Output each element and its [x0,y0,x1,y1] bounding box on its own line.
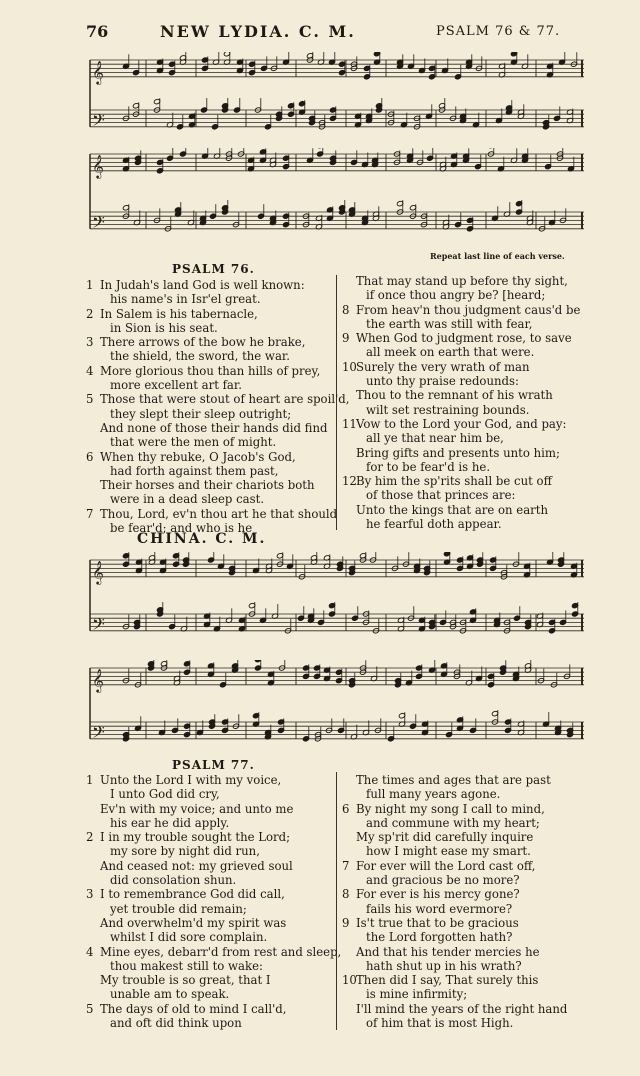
verse-number: 5 [86,392,94,407]
verse-number: 2 [86,830,94,845]
stanza [86,830,336,887]
verse-line: 5 The days of old to mind I call'd, [86,1001,287,1016]
psalm-77-right-column [342,773,592,1030]
verse-line: of those that princes are: [366,488,516,503]
verse-line: all ye that near him be, [366,431,504,446]
verse-number: 2 [86,306,94,321]
verse-line: 9 Is't true that to be gracious [342,915,519,930]
verse-line: 3 I to remembrance God did call, [86,887,285,902]
verse-line: That may stand up before thy sight, [356,274,568,288]
stanza [342,916,592,973]
verse-line: how I might ease my smart. [366,844,531,859]
stanza [86,307,336,336]
verse-line: and commune with my heart; [366,815,540,830]
verse-line: that were the men of might. [110,435,277,450]
verse-line: And overwhelm'd my spirit was [100,915,287,930]
verse-line: they slept their sleep outright; [110,406,292,421]
verse-number: 1 [86,278,94,292]
stanza [86,887,336,944]
verse-line: Thou to the remnant of his wrath [356,388,553,403]
stanza [342,360,592,417]
tune-title-new-lydia: NEW LYDIA. C. M. [160,22,356,41]
verse-line: if once thou angry be? [heard; [366,288,546,303]
verse-line: all meek on earth that were. [366,345,535,360]
stanza [342,773,592,802]
stanza [342,802,592,859]
new-lydia-score-system-2 [86,148,586,250]
china-score-system-1 [86,552,586,646]
verse-line: unable am to speak. [110,987,230,1002]
verse-line: fails his word evermore? [366,901,513,916]
verse-line: for to be fear'd is he. [366,459,491,474]
verse-line: And ceased not: my grieved soul [100,858,293,873]
verse-line: And that his tender mercies he [356,944,540,959]
stanza [86,1002,336,1031]
stanza [86,450,336,507]
treble-clef-icon: 𝄞 [92,153,104,178]
verse-line: be fear'd; and who is he [110,521,253,536]
verse-number: 9 [342,915,350,930]
verse-number: 10 [342,359,357,374]
china-score-system-2 [86,660,586,754]
verse-line: 7 Thou, Lord, ev'n thou art he that should [86,506,338,521]
verse-line: and oft did think upon [110,1016,242,1031]
verse-line: I unto God did cry, [110,787,220,802]
verse-line: 8 From heav'n thou judgment caus'd be [342,302,581,317]
verse-line: had forth against them past, [110,463,279,478]
verse-line: the shield, the sword, the war. [110,349,290,364]
verse-number: 4 [86,363,94,378]
verse-line: 1 In Judah's land God is well known: [86,278,305,292]
repeat-note: Repeat last line of each verse. [430,251,565,261]
stanza [342,859,592,888]
verse-number: 5 [86,1001,94,1016]
bass-clef-icon: 𝄢 [92,721,105,746]
treble-clef-icon: 𝄞 [92,59,104,84]
verse-line: 2 In Salem is his tabernacle, [86,306,258,321]
stanza [342,331,592,360]
verse-line: Their horses and their chariots both [100,478,315,493]
verse-line: Ev'n with my voice; and unto me [100,801,294,816]
verse-line: his ear he did apply. [110,815,230,830]
page-number: 76 [86,22,109,41]
verse-line: full many years agone. [366,787,501,802]
verse-number: 6 [86,449,94,464]
verse-line: yet trouble did remain; [110,901,247,916]
verse-line: his name's in Isr'el great. [110,292,261,307]
column-divider-77 [336,772,337,1030]
verse-line: in Sion is his seat. [110,320,218,335]
verse-line: more excellent art far. [110,378,242,393]
stanza [86,335,336,364]
stanza [342,973,592,1030]
stanza [342,274,592,303]
verse-line: I'll mind the years of the right hand [356,1001,568,1016]
verse-line: wilt set restraining bounds. [366,402,530,417]
verse-line: 10Surely the very wrath of man [342,359,530,374]
verse-line: 6 By night my song I call to mind, [342,801,545,816]
bass-clef-icon: 𝄢 [92,613,105,638]
verse-line: the earth was still with fear, [366,316,533,331]
verse-line: 4 Mine eyes, debarr'd from rest and sleep, [86,944,342,959]
verse-line: did consolation shun. [110,873,237,888]
verse-line: My sp'rit did carefully inquire [356,830,534,845]
psalm-77-left-column [86,773,342,1031]
verse-line: of him that is most High. [366,1016,514,1031]
verse-line: is mine infirmity; [366,987,468,1002]
verse-line: 4 More glorious thou than hills of prey, [86,363,321,378]
verse-line: he fearful doth appear. [366,517,502,532]
verse-line: thou makest still to wake: [110,958,263,973]
verse-line: 11Vow to the Lord your God, and pay: [342,416,567,431]
verse-line: Unto the kings that are on earth [356,502,548,517]
verse-line: 7 For ever will the Lord cast off, [342,858,536,873]
bass-clef-icon: 𝄢 [92,109,105,134]
verse-number: 11 [342,416,357,431]
tune-title-china: CHINA. C. M. [137,531,267,547]
verse-line: 3 There arrows of the bow he brake, [86,335,306,350]
stanza [342,417,592,474]
verse-number: 9 [342,331,350,346]
verse-number: 10 [342,973,357,988]
verse-number: 7 [342,858,350,873]
stanza [342,474,592,531]
stanza [86,944,342,1002]
verse-line: were in a dead sleep cast. [110,492,265,507]
verse-line: 12By him the sp'rits shall be cut off [342,474,552,489]
treble-clef-icon: 𝄞 [92,559,104,584]
verse-line: 6 When thy rebuke, O Jacob's God, [86,449,296,464]
psalm-77-heading: PSALM 77. [172,758,255,772]
stanza [342,887,592,916]
verse-line: The times and ages that are past [356,773,551,787]
psalm-76-heading: PSALM 76. [172,262,255,276]
verse-line: 2 I in my trouble sought the Lord; [86,830,291,845]
verse-line: hath shut up in his wrath? [366,958,522,973]
new-lydia-score-system-1 [86,52,586,144]
verse-number: 12 [342,474,357,489]
stanza [86,364,336,393]
verse-number: 1 [86,773,94,787]
verse-number: 4 [86,944,94,959]
verse-line: My trouble is so great, that I [100,973,271,988]
verse-line: and gracious be no more? [366,873,520,888]
verse-number: 8 [342,887,350,902]
verse-line: 5 Those that were stout of heart are spoil'd, [86,392,350,407]
verse-number: 6 [342,801,350,816]
bass-clef-icon: 𝄢 [92,211,105,236]
verse-number: 8 [342,302,350,317]
stanza [86,773,336,830]
stanza [86,278,336,307]
verse-line: the Lord forgotten hath? [366,930,513,945]
verse-line: Bring gifts and presents unto him; [356,445,560,460]
verse-line: 10Then did I say, That surely this [342,973,539,988]
verse-number: 3 [86,335,94,350]
psalm-reference: PSALM 76 & 77. [436,24,561,39]
verse-line: 8 For ever is his mercy gone? [342,887,520,902]
verse-line: 9 When God to judgment rose, to save [342,331,572,346]
psalm-76-right-column [342,274,592,531]
verse-line: whilst I did sore complain. [110,930,268,945]
verse-line: 1 Unto the Lord I with my voice, [86,773,282,787]
verse-number: 3 [86,887,94,902]
treble-clef-icon: 𝄞 [92,667,104,692]
verse-line: And none of those their hands did find [100,420,328,435]
verse-line: my sore by night did run, [110,844,260,859]
verse-number: 7 [86,506,94,521]
stanza [342,303,592,332]
verse-line: unto thy praise redounds: [366,374,519,389]
